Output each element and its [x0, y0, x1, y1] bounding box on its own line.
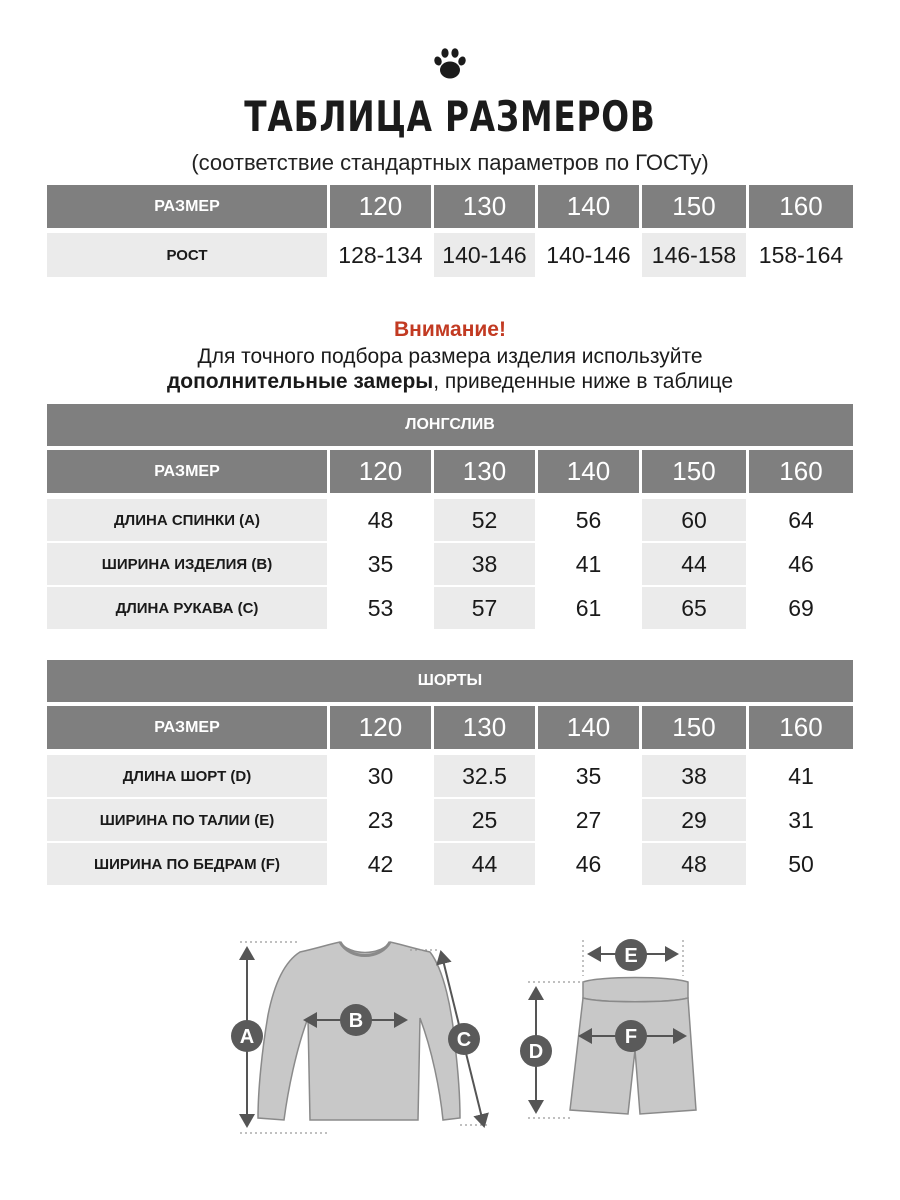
longsleeve-cell: 35 [367, 550, 394, 577]
shorts-size-cell: 120 [330, 706, 431, 749]
svg-text:F: F [624, 1026, 638, 1048]
longsleeve-cell: 48 [367, 506, 394, 533]
marker-b [340, 1004, 372, 1036]
marker-e [615, 939, 647, 971]
shorts-cell: 35 [575, 762, 602, 789]
height-cell: 140-146 [546, 241, 631, 268]
longsleeve-row-label: ДЛИНА СПИНКИ (А) [47, 499, 327, 541]
longsleeve-cell: 53 [367, 594, 394, 621]
notice-rest-text: , приведенные ниже в таблице [433, 370, 734, 393]
longsleeve-cell: 60 [642, 499, 746, 541]
svg-text:B: B [348, 1010, 364, 1032]
shorts-cell: 29 [642, 799, 746, 841]
attention-label: Внимание! [394, 318, 506, 341]
notice-line-1: Для точного подбора размера изделия используйте [197, 345, 703, 368]
notice-line-2 [0, 370, 900, 394]
longsleeve-row-label: ДЛИНА РУКАВА (С) [47, 587, 327, 629]
height-cell: 158-164 [758, 241, 844, 268]
measurement-diagram [0, 930, 900, 1160]
shorts-cell: 42 [367, 850, 394, 877]
height-row-label: РОСТ [47, 233, 327, 277]
shorts-size-cell: 140 [538, 706, 639, 749]
shorts-title: ШОРТЫ [47, 660, 853, 702]
size-header-cell: 130 [434, 185, 535, 228]
longsleeve-title: ЛОНГСЛИВ [47, 404, 853, 446]
shorts-size-label: РАЗМЕР [47, 706, 327, 749]
longsleeve-cell: 56 [575, 506, 602, 533]
shorts-size-cell: 130 [434, 706, 535, 749]
shorts-cell: 25 [434, 799, 535, 841]
page-title: ТАБЛИЦА РАЗМЕРОВ [244, 92, 656, 141]
shorts-cell: 27 [575, 806, 602, 833]
longsleeve-cell: 65 [642, 587, 746, 629]
height-cell: 140-146 [434, 233, 535, 277]
shorts-cell: 31 [788, 806, 814, 833]
longsleeve-cell: 64 [788, 506, 814, 533]
longsleeve-size-cell: 130 [434, 450, 535, 493]
shorts-cell: 23 [367, 806, 394, 833]
height-cell: 128-134 [338, 241, 423, 268]
longsleeve-row-label: ШИРИНА ИЗДЕЛИЯ (В) [47, 543, 327, 585]
paw-icon [430, 44, 470, 84]
size-header-cell: 120 [330, 185, 431, 228]
longsleeve-cell: 52 [434, 499, 535, 541]
longsleeve-cell: 69 [788, 594, 814, 621]
longsleeve-size-label: РАЗМЕР [47, 450, 327, 493]
height-cell: 146-158 [642, 233, 746, 277]
size-header-label: РАЗМЕР [47, 185, 327, 228]
shorts-cell: 41 [788, 762, 814, 789]
size-header-cell: 150 [642, 185, 746, 228]
longsleeve-cell: 46 [788, 550, 814, 577]
notice-bold-text: дополнительные замеры [166, 370, 434, 393]
shorts-size-cell: 160 [749, 706, 853, 749]
marker-f [615, 1020, 647, 1052]
longsleeve-size-cell: 160 [749, 450, 853, 493]
svg-text:C: C [456, 1029, 472, 1051]
longsleeve-size-cell: 120 [330, 450, 431, 493]
svg-text:D: D [528, 1041, 544, 1063]
longsleeve-cell: 38 [434, 543, 535, 585]
shorts-cell: 44 [434, 843, 535, 885]
size-header-cell: 160 [749, 185, 853, 228]
shorts-cell: 32.5 [434, 755, 535, 797]
shorts-cell: 48 [642, 843, 746, 885]
shorts-row-label: ШИРИНА ПО БЕДРАМ (F) [47, 843, 327, 885]
shorts-size-cell: 150 [642, 706, 746, 749]
shorts-cell: 50 [788, 850, 814, 877]
svg-text:A: A [239, 1026, 255, 1048]
shorts-cell: 30 [367, 762, 394, 789]
svg-text:E: E [624, 945, 638, 967]
longsleeve-cell: 41 [575, 550, 602, 577]
marker-c [448, 1023, 480, 1055]
size-header-cell: 140 [538, 185, 639, 228]
marker-a [231, 1020, 263, 1052]
shorts-cell: 46 [575, 850, 602, 877]
shorts-cell: 38 [642, 755, 746, 797]
longsleeve-cell: 61 [575, 594, 602, 621]
longsleeve-size-cell: 150 [642, 450, 746, 493]
longsleeve-cell: 44 [642, 543, 746, 585]
longsleeve-size-cell: 140 [538, 450, 639, 493]
page-subtitle: (соответствие стандартных параметров по ГОСТу) [191, 150, 709, 175]
shorts-row-label: ШИРИНА ПО ТАЛИИ (Е) [47, 799, 327, 841]
marker-d [520, 1035, 552, 1067]
longsleeve-cell: 57 [434, 587, 535, 629]
shorts-row-label: ДЛИНА ШОРТ (D) [47, 755, 327, 797]
